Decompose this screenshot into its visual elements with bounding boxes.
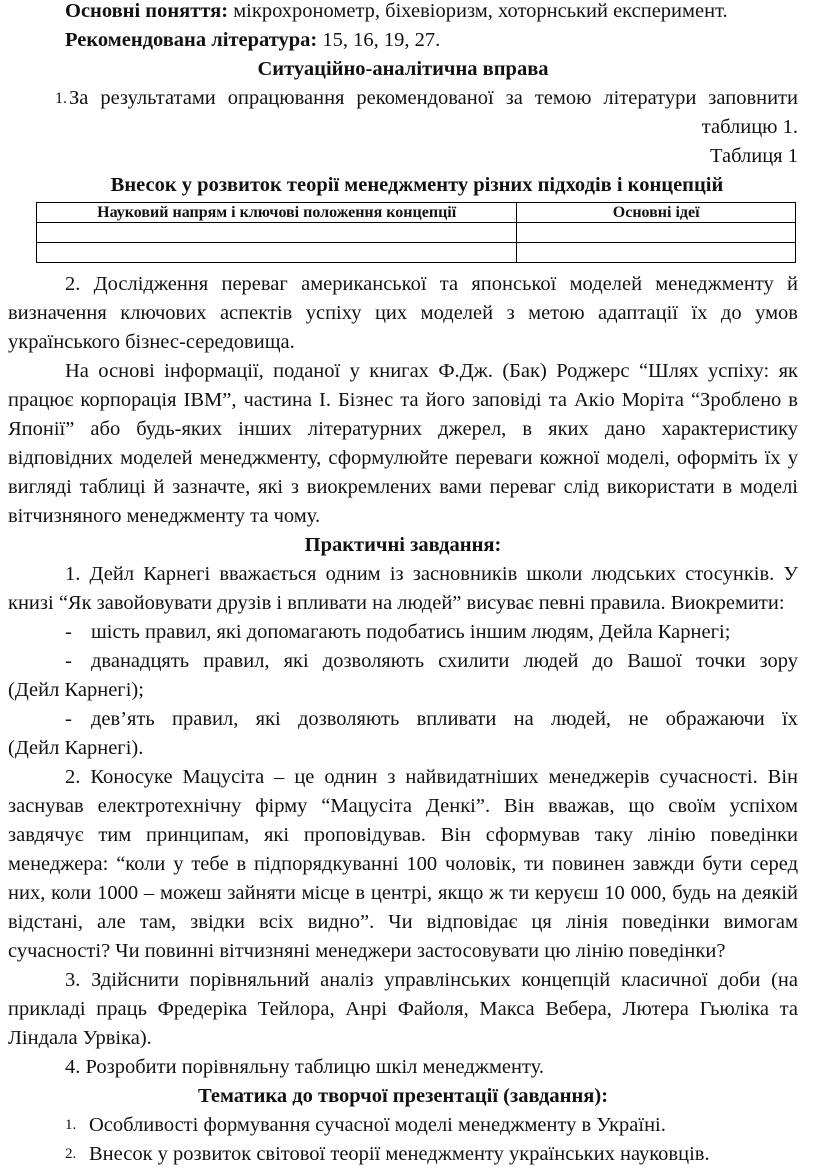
dash-marker: -	[65, 708, 72, 730]
table-title: Внесок у розвиток теорії менеджменту різних підходів і концепцій	[110, 174, 724, 196]
presentation-title: Тематика до творчої презентації (завдання):	[197, 1085, 609, 1107]
presentation-item	[8, 1111, 798, 1140]
practical-task-3: 3. Здійснити порівняльний аналіз управлінських концепцій класичної доби (на прикладі праць Фредеріка Тейлора, Анрі Файоля, Макса Вебера, Лютера Гьюліка та Ліндала Урвіка).	[8, 969, 798, 1049]
exercise-item-1-text: За результатами опрацювання рекомендованої за темою літератури заповнити таблицю 1.	[69, 87, 798, 138]
literature-label: Рекомендована література:	[65, 29, 318, 51]
key-concepts-label: Основні поняття:	[65, 0, 229, 22]
rule-list-text: дванадцять правил, які дозволяють схилити людей до Вашої точки зору	[91, 650, 798, 672]
dash-marker: -	[65, 621, 72, 643]
exercise-title: Ситуаційно-аналітична вправа	[257, 58, 549, 80]
rule-list-continuation: (Дейл Карнегі);	[8, 679, 144, 701]
literature-text: 15, 16, 19, 27.	[317, 29, 441, 51]
practical-title: Практичні завдання:	[304, 534, 502, 556]
rule-list-item	[8, 705, 798, 734]
rule-list-item	[8, 618, 798, 647]
practical-task-1: 1. Дейл Карнегі вважається одним із засновників школи людських стосунків. У книзі “Як завойовувати друзів і впливати на людей” висуває певні правила. Виокремити:	[8, 563, 798, 614]
rule-list-item	[8, 647, 798, 676]
table-cell	[37, 223, 517, 243]
exercise-item-1	[8, 84, 798, 142]
table-row	[37, 223, 796, 243]
table-cell	[517, 223, 796, 243]
practical-task-4: 4. Розробити порівняльну таблицю шкіл менеджменту.	[65, 1056, 545, 1078]
presentation-item-number: 2.	[65, 1146, 77, 1162]
table-cell	[37, 243, 517, 263]
table-cell	[517, 243, 796, 263]
table-row	[37, 243, 796, 263]
key-concepts	[8, 0, 798, 26]
rule-list-text: шість правил, які допомагають подобатись іншим людям, Дейла Карнегі;	[91, 621, 731, 643]
table-header-ideas: Основні ідеї	[517, 203, 796, 223]
presentation-item-text: Особливості формування сучасної моделі менеджменту в Україні.	[89, 1114, 666, 1136]
exercise-item-2: 2. Дослідження переваг американської та японської моделей менеджменту й визначення ключових аспектів успіху цих моделей з метою адаптації їх до умов українського бізнес-середовища.	[8, 273, 798, 353]
exercise-paragraph: На основі інформації, поданої у книгах Ф.Дж. (Бак) Роджерс “Шлях успіху: як працює корпорація IBM”, частина I. Бізнес та його заповіді та Акіо Моріта “Зроблено в Японії” або будь-яких інших літературних джерел, в яких дано характеристику відповідних моделей менеджменту, сформулюйте переваги кожної моделі, оформіть їх у вигляді таблиці й зазначте, які з виокремлених вами переваг слід використати в моделі вітчизняного менеджменту та чому.	[8, 360, 798, 527]
table-header-row	[37, 203, 796, 223]
rule-list-continuation: (Дейл Карнегі).	[8, 737, 144, 759]
presentation-item-number: 1.	[65, 1117, 77, 1133]
recommended-literature	[8, 26, 798, 55]
exercise-item-1-number: 1.	[55, 90, 67, 107]
document-content	[8, 0, 798, 1169]
practical-task-2: 2. Коносуке Мацусіта – це однин з найвидатніших менеджерів сучасності. Він заснував електротехнічну фірму “Мацусіта Денкі”. Він вважав, що своїм успіхом завдячує тим принципам, які проповідував. Він сформував таку лінію поведінки менеджера: “коли у тебе в підпорядкуванні 100 чоловік, ти повинен завжди бути серед них, коли 1000 – можеш зайняти місце в центрі, якщо ж ти керуєш 10 000, будь на деякій відстані, але там, звідки всіх видно”. Чи відповідає ця лінія поведінки вимогам сучасності? Чи повинні вітчизняні менеджери застосовувати цю лінію поведінки?	[8, 766, 798, 962]
key-concepts-text: мікрохронометр, біхевіоризм, хоторнський експеримент.	[228, 0, 728, 22]
concepts-table	[36, 202, 796, 263]
dash-marker: -	[65, 650, 72, 672]
presentation-item-text: Внесок у розвиток світової теорії менеджменту українських науковців.	[89, 1143, 710, 1165]
table-header-direction: Науковий напрям і ключові положення концепції	[37, 203, 517, 223]
rule-list-text: дев’ять правил, які дозволяють впливати на людей, не ображаючи їх	[91, 708, 798, 730]
table-label: Таблиця 1	[709, 145, 798, 167]
